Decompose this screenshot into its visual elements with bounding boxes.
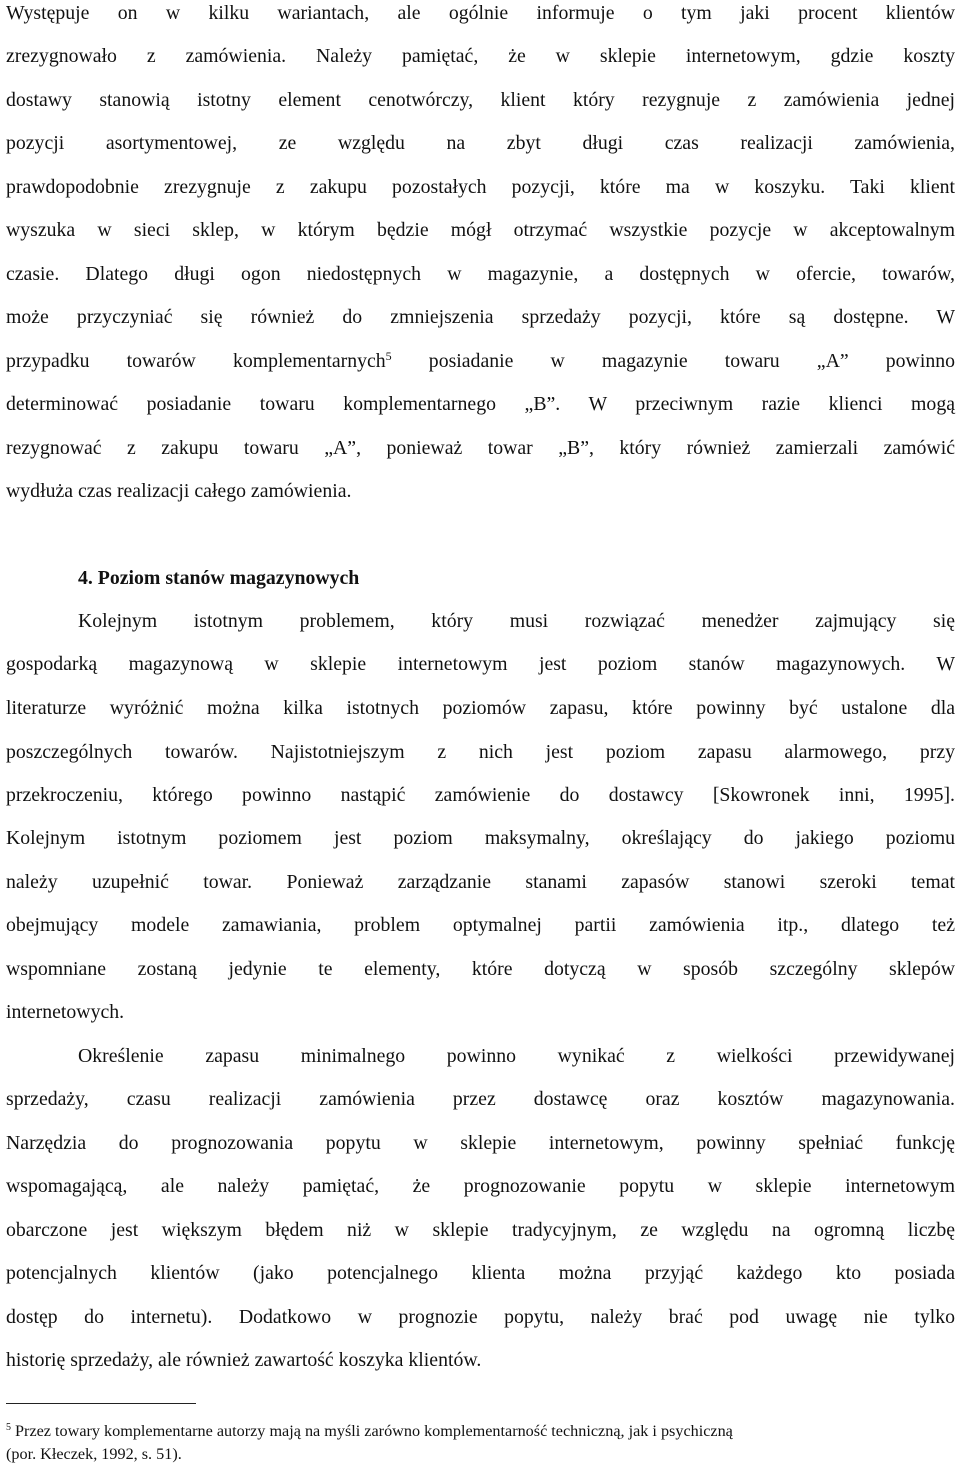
text-line-with-footnote-ref: [6, 349, 955, 373]
text-line: wspomagającą, ale należy pamiętać, że prognozowanie popytu w sklepie internetowym: [6, 1175, 955, 1197]
text-line: prawdopodobnie zrezygnuje z zakupu pozostałych pozycji, które ma w koszyku. Taki klient: [6, 176, 955, 198]
text-line: determinować posiadanie towaru komplementarnego „B”. W przeciwnym razie klienci mogą: [6, 393, 955, 415]
text-line: dostawy stanowią istotny element cenotwórczy, klient który rezygnuje z zamówienia jednej: [6, 89, 955, 111]
section-heading: 4. Poziom stanów magazynowych: [78, 567, 360, 589]
footnote-line: [6, 1421, 951, 1441]
text-line: Kolejnym istotnym poziomem jest poziom maksymalny, określający do jakiego poziomu: [6, 827, 955, 849]
text-line: poszczególnych towarów. Najistotniejszym z nich jest poziom zapasu alarmowego, przy: [6, 741, 955, 763]
text-line: obarczone jest większym błędem niż w sklepie tradycyjnym, ze względu na ogromną liczbę: [6, 1219, 955, 1241]
footnote-line: (por. Kłeczek, 1992, s. 51).: [6, 1445, 182, 1463]
footnote-separator: [6, 1403, 196, 1404]
text-line: Występuje on w kilku wariantach, ale ogólnie informuje o tym jaki procent klientów: [6, 2, 955, 24]
text-line: potencjalnych klientów (jako potencjalnego klienta można przyjąć każdego kto posiada: [6, 1262, 955, 1284]
text-line: Kolejnym istotnym problemem, który musi rozwiązać menedżer zajmujący się: [78, 610, 955, 632]
text-line: zrezygnowało z zamówienia. Należy pamiętać, że w sklepie internetowym, gdzie koszty: [6, 45, 955, 67]
text-line: należy uzupełnić towar. Ponieważ zarządzanie stanami zapasów stanowi szeroki temat: [6, 871, 955, 893]
text-line: sprzedaży, czasu realizacji zamówienia przez dostawcę oraz kosztów magazynowania.: [6, 1088, 955, 1110]
text-line: obejmujący modele zamawiania, problem optymalnej partii zamówienia itp., dlatego też: [6, 914, 955, 936]
text-line: internetowych.: [6, 1001, 125, 1023]
text-line: może przyczyniać się również do zmniejszenia sprzedaży pozycji, które są dostępne. W: [6, 306, 955, 328]
text-line: gospodarką magazynową w sklepie internetowym jest poziom stanów magazynowych. W: [6, 653, 955, 675]
text-line: Określenie zapasu minimalnego powinno wynikać z wielkości przewidywanej: [78, 1045, 955, 1067]
text-line: przekroczeniu, którego powinno nastąpić zamówienie do dostawcy [Skowronek inni, 1995].: [6, 784, 955, 806]
text-line: rezygnować z zakupu towaru „A”, ponieważ towar „B”, który również zamierzali zamówić: [6, 437, 955, 459]
text-line: wydłuża czas realizacji całego zamówienia.: [6, 480, 352, 502]
text-line: dostęp do internetu). Dodatkowo w prognozie popytu, należy brać pod uwagę nie tylko: [6, 1306, 955, 1328]
text-line: wspomniane zostaną jedynie te elementy, które dotyczą w sposób szczególny sklepów: [6, 958, 955, 980]
text-run: przypadku towarów komplementarnych: [6, 350, 386, 372]
footnote-marker: 5: [6, 1422, 11, 1433]
text-line: pozycji asortymentowej, ze względu na zbyt długi czas realizacji zamówienia,: [6, 132, 955, 154]
footnote-text: Przez towary komplementarne autorzy mają na myśli zarówno komplementarność techniczną, jak i psychiczną: [11, 1422, 733, 1440]
text-run: posiadanie w magazynie towaru „A” powinno: [391, 350, 955, 372]
text-line: czasie. Dlatego długi ogon niedostępnych w magazynie, a dostępnych w ofercie, towarów,: [6, 263, 955, 285]
footnote-ref: 5: [385, 349, 392, 363]
text-line: historię sprzedaży, ale również zawartość koszyka klientów.: [6, 1349, 482, 1371]
text-line: literaturze wyróżnić można kilka istotnych poziomów zapasu, które powinny być ustalone dla: [6, 697, 955, 719]
text-line: Narzędzia do prognozowania popytu w sklepie internetowym, powinny spełniać funkcję: [6, 1132, 955, 1154]
text-line: wyszuka w sieci sklep, w którym będzie mógł otrzymać wszystkie pozycje w akceptowalnym: [6, 219, 955, 241]
